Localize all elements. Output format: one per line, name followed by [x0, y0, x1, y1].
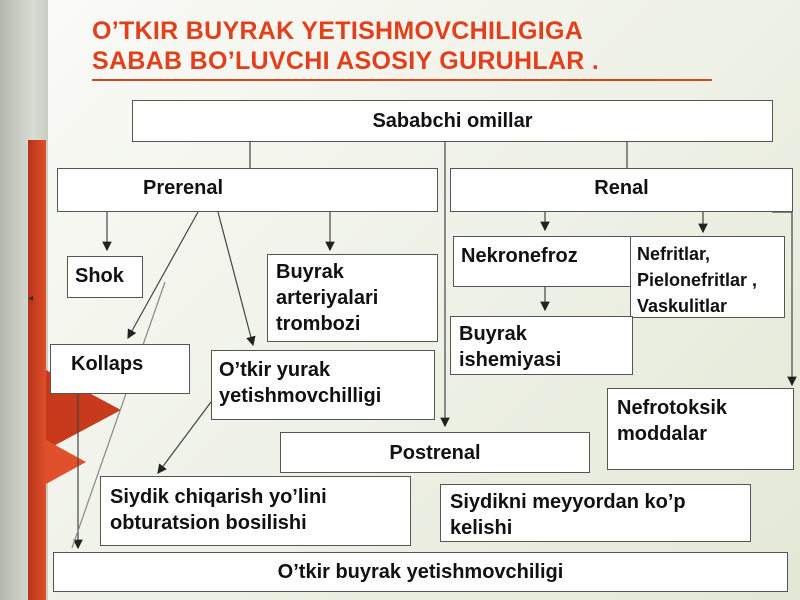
node-prerenal	[57, 168, 438, 212]
node-kollaps	[50, 344, 190, 394]
node-excess-urine	[440, 484, 751, 542]
node-necronephrosis	[453, 236, 633, 287]
node-nephritis-label: Nefritlar, Pielonefritlar , Vaskulitlar	[637, 244, 758, 316]
node-heart-failure	[211, 350, 435, 420]
node-renal	[450, 168, 793, 212]
node-root-label: Sababchi omillar	[372, 110, 533, 132]
node-nephrotoxic	[607, 388, 794, 470]
node-obstruction-label: Siydik chiqarish yo’lini obturatsion bosilishi	[110, 486, 327, 534]
title-line-1: O’TKIR BUYRAK YETISHMOVCHILIGIGA	[92, 17, 584, 45]
node-renal-label: Renal	[594, 177, 649, 199]
node-necronephrosis-label: Nekronefroz	[461, 245, 578, 267]
node-shok	[67, 256, 143, 298]
node-postrenal-label: Postrenal	[389, 442, 481, 464]
line-prerenal-heart	[218, 212, 253, 345]
node-kollaps-label: Kollaps	[71, 353, 144, 375]
node-excess-urine-label: Siydikni meyyordan ko’p kelishi	[450, 491, 686, 539]
node-root	[132, 100, 773, 142]
node-outcome	[53, 552, 788, 592]
node-postrenal	[280, 432, 590, 473]
node-prerenal-label: Prerenal	[143, 177, 224, 199]
node-obstruction	[100, 476, 411, 546]
node-thrombosis-label: Buyrak arteriyalari trombozi	[276, 261, 379, 335]
node-outcome-label: O’tkir buyrak yetishmovchiligi	[277, 561, 564, 583]
decor-dot: ◂	[28, 293, 34, 304]
node-nephrotoxic-label: Nefrotoksik moddalar	[617, 397, 728, 445]
node-nephritis	[630, 236, 785, 318]
node-shok-label: Shok	[75, 265, 124, 287]
node-ischemia-label: Buyrak ishemiyasi	[459, 323, 562, 371]
node-thrombosis	[267, 254, 438, 342]
line-heart-obstruction	[158, 402, 211, 473]
title-line-2: SABAB BO’LUVCHI ASOSIY GURUHLAR .	[92, 47, 600, 75]
node-ischemia	[450, 316, 633, 375]
node-heart-failure-label: O’tkir yurak yetishmovchilligi	[219, 359, 382, 407]
